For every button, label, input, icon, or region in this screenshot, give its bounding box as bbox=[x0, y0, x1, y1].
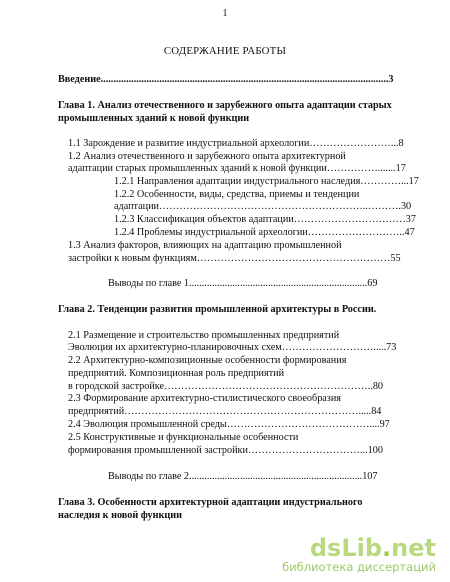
dslib-logo-main: dsLib bbox=[309, 534, 383, 562]
toc-line-2-2-cont: предприятий. Композиционная роль предприятий bbox=[68, 368, 285, 379]
toc-conclusions-2: Выводы по главе 2....................................................................107 bbox=[108, 471, 378, 482]
toc-introduction: Введение.................................................................................................................3 bbox=[58, 74, 394, 85]
chapter3-heading: Глава 3. Особенности архитектурной адаптации индустриального bbox=[58, 497, 363, 508]
toc-line-1-2-4: 1.2.4 Проблемы индустриальной археологии………………………..47 bbox=[114, 227, 415, 238]
chapter1-heading: Глава 1. Анализ отечественного и зарубежного опыта адаптации старых bbox=[58, 100, 392, 111]
toc-line-1-2-1: 1.2.1 Направления адаптации индустриального наследия…………...17 bbox=[114, 176, 419, 187]
toc-line-1-3: 1.3 Анализ факторов, влияющих на адаптацию промышленной bbox=[68, 240, 342, 251]
dslib-logo-dot: . bbox=[382, 534, 392, 562]
dslib-logo-tld: net bbox=[391, 534, 436, 562]
toc-line-2-3: 2.3 Формирование архитектурно-стилистического своеобразия bbox=[68, 393, 341, 404]
toc-line-1-2-3: 1.2.3 Классификация объектов адаптации……………………………37 bbox=[114, 214, 416, 225]
toc-line-1-3-cont: застройки к новым функциям…………………………………………………55 bbox=[68, 253, 401, 264]
chapter3-heading-cont: наследия к новой функции bbox=[58, 510, 182, 521]
chapter1-heading-cont: промышленных зданий к новой функции bbox=[58, 113, 250, 124]
dslib-watermark bbox=[282, 536, 436, 574]
dslib-logo bbox=[282, 536, 436, 560]
page-number: 1 bbox=[222, 8, 228, 19]
chapter2-heading: Глава 2. Тенденции развития промышленной архитектуры в России. bbox=[58, 304, 377, 315]
dslib-subtitle: библиотека диссертаций bbox=[282, 560, 436, 574]
toc-line-2-4: 2.4 Эволюция промышленной среды……………………………………....97 bbox=[68, 419, 390, 430]
toc-line-2-1-cont: Эволюция их архитектурно-планировочных схем……………………….....73 bbox=[68, 342, 397, 353]
toc-line-1-1: 1.1 Зарождение и развитие индустриальной археологии……………………...8 bbox=[68, 138, 404, 149]
page-title: СОДЕРЖАНИЕ РАБОТЫ bbox=[163, 45, 287, 57]
toc-line-2-5-cont: формирования промышленной застройки……………………………...100 bbox=[68, 445, 383, 456]
toc-line-2-3-cont: предприятий…………………………………………………………….....84 bbox=[68, 406, 382, 417]
toc-line-2-1: 2.1 Размещение и строительство промышленных предприятий bbox=[68, 330, 340, 341]
toc-line-2-5: 2.5 Конструктивные и функциональные особенности bbox=[68, 432, 299, 443]
toc-line-1-2: 1.2 Анализ отечественного и зарубежного опыта архитектурной bbox=[68, 151, 346, 162]
toc-line-1-2-2: 1.2.2 Особенности, виды, средства, приемы и тенденции bbox=[114, 189, 360, 200]
toc-line-1-2-cont: адаптации старых промышленных зданий к новой функции…………….......17 bbox=[68, 163, 406, 174]
toc-line-2-2-cont2: в городской застройке……………………………………………………..80 bbox=[68, 381, 384, 392]
toc-conclusions-1: Выводы по главе 1......................................................................69 bbox=[108, 278, 378, 289]
toc-line-1-2-2-cont: адаптации……………………………………………………..……….30 bbox=[114, 201, 412, 212]
toc-line-2-2: 2.2 Архитектурно-композиционные особенности формирования bbox=[68, 355, 347, 366]
